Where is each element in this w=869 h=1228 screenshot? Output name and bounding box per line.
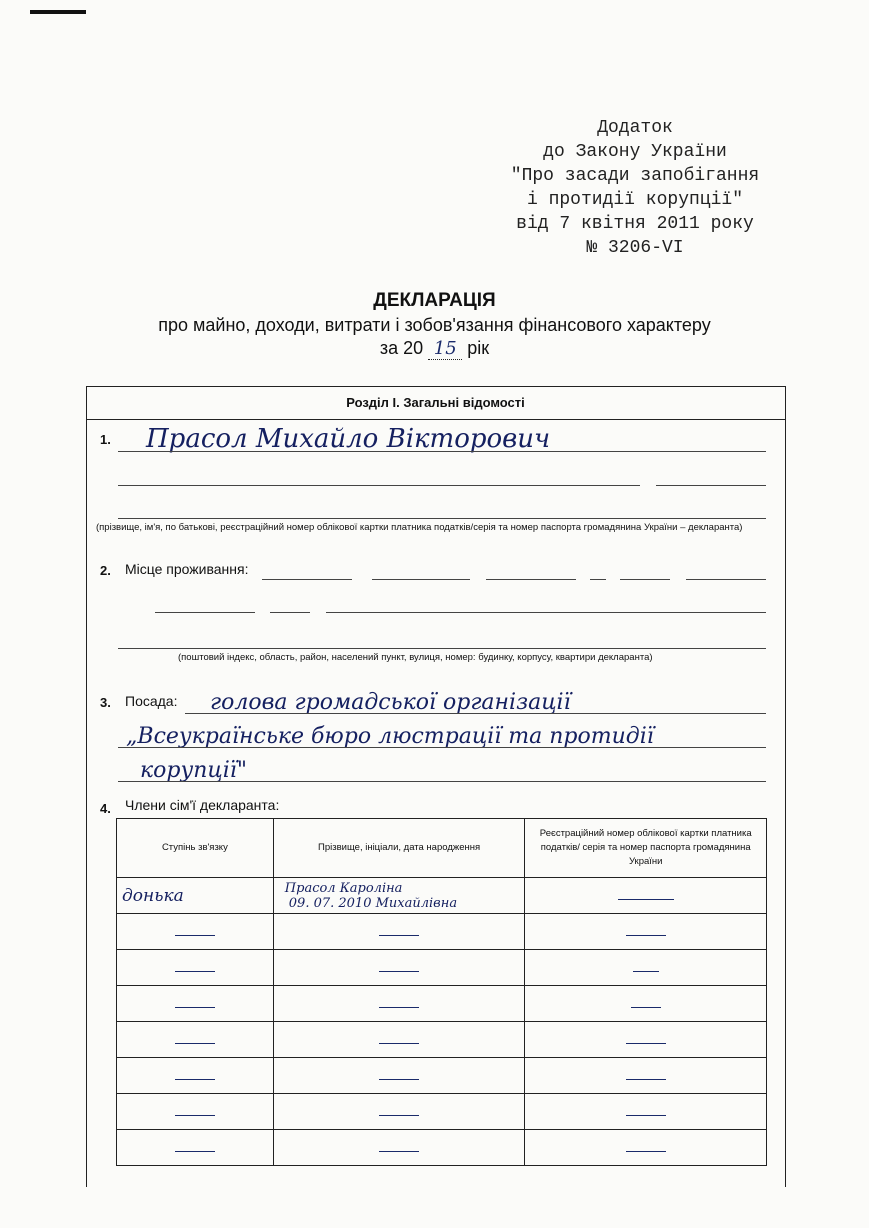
member-name: Прасол Каролiна xyxy=(284,880,403,896)
empty-dash xyxy=(175,935,215,936)
item2-line xyxy=(372,579,470,580)
empty-dash xyxy=(175,971,215,972)
empty-dash xyxy=(379,1079,419,1080)
empty-dash xyxy=(618,899,674,900)
item4-number: 4. xyxy=(100,801,111,816)
item2-line xyxy=(486,579,576,580)
item3-line xyxy=(118,781,766,782)
table-row xyxy=(117,950,767,986)
item2-label: Місце проживання: xyxy=(125,561,249,577)
cell-name xyxy=(273,914,525,950)
cell-tax-id xyxy=(525,986,767,1022)
year-prefix: за 20 xyxy=(379,338,424,358)
item3-position-line2: „Всеукраїнське бюро люстрації та протидії xyxy=(126,724,654,749)
column-name-birthdate: Прізвище, ініціали, дата народження xyxy=(273,819,525,878)
appendix-line: від 7 квітня 2011 року xyxy=(516,214,754,234)
cell-relation xyxy=(117,1130,274,1166)
table-row xyxy=(117,1130,767,1166)
table-row xyxy=(117,986,767,1022)
cell-relation xyxy=(117,950,274,986)
item3-number: 3. xyxy=(100,695,111,710)
cell-name xyxy=(273,1130,525,1166)
table-header-row xyxy=(117,819,767,878)
declaration-year xyxy=(0,338,869,360)
cell-name xyxy=(273,1058,525,1094)
cell-relation xyxy=(117,878,274,914)
empty-dash xyxy=(175,1115,215,1116)
appendix-reference xyxy=(470,116,800,260)
declaration-subtitle: про майно, доходи, витрати і зобов'язання фінансового характеру xyxy=(158,315,711,335)
cell-tax-id xyxy=(525,1130,767,1166)
empty-dash xyxy=(175,1079,215,1080)
item2-number: 2. xyxy=(100,563,111,578)
relation-value: донька xyxy=(122,885,184,906)
empty-dash xyxy=(379,1043,419,1044)
item3-position-line1: голова громадської організації xyxy=(210,690,571,715)
member-birthdate: 09. 07. 2010 Михайлiвна xyxy=(288,895,458,911)
cell-tax-id xyxy=(525,1022,767,1058)
appendix-line: до Закону України xyxy=(543,142,727,162)
item1-line xyxy=(118,485,640,486)
empty-dash xyxy=(631,1007,661,1008)
item2-line xyxy=(118,648,766,649)
column-relation: Ступінь зв'язку xyxy=(117,819,274,878)
empty-dash xyxy=(175,1151,215,1152)
cell-relation xyxy=(117,1094,274,1130)
item2-caption: (поштовий індекс, область, район, населений пункт, вулиця, номер: будинку, корпусу, квартири декларанта) xyxy=(178,652,653,663)
cell-relation xyxy=(117,1022,274,1058)
item2-line xyxy=(686,579,766,580)
empty-dash xyxy=(379,1151,419,1152)
item1-line xyxy=(118,451,766,452)
appendix-line: і протидії корупції" xyxy=(526,190,744,210)
cell-name xyxy=(273,1022,525,1058)
cell-name xyxy=(273,950,525,986)
item3-position-line3: корупції" xyxy=(140,758,247,783)
empty-dash xyxy=(379,971,419,972)
empty-dash xyxy=(175,1043,215,1044)
cell-tax-id xyxy=(525,1058,767,1094)
table-row xyxy=(117,1058,767,1094)
cell-tax-id xyxy=(525,878,767,914)
empty-dash xyxy=(626,1151,666,1152)
table-row xyxy=(117,914,767,950)
column-tax-id: Реєстраційний номер облікової картки платника податків/ серія та номер паспорта громадянина України xyxy=(525,819,767,878)
item1-number: 1. xyxy=(100,432,111,447)
cell-relation xyxy=(117,1058,274,1094)
empty-dash xyxy=(633,971,659,972)
appendix-line: Додаток xyxy=(597,118,673,138)
cell-tax-id xyxy=(525,950,767,986)
empty-dash xyxy=(379,1007,419,1008)
cell-tax-id xyxy=(525,914,767,950)
table-row xyxy=(117,878,767,914)
cell-relation xyxy=(117,986,274,1022)
declaration-title: ДЕКЛАРАЦІЯ xyxy=(373,290,496,311)
item1-line xyxy=(656,485,766,486)
empty-dash xyxy=(626,935,666,936)
item2-line xyxy=(326,612,766,613)
table-row xyxy=(117,1094,767,1130)
item2-line xyxy=(270,612,310,613)
item2-line xyxy=(262,579,352,580)
item2-line xyxy=(155,612,255,613)
item3-label: Посада: xyxy=(125,693,178,709)
item1-caption: (прізвище, ім'я, по батькові, реєстраційний номер облікової картки платника податків/серія та номер паспорта громадянина України – декларанта) xyxy=(96,522,743,533)
empty-dash xyxy=(626,1079,666,1080)
item4-label: Члени сім'ї декларанта: xyxy=(125,797,280,813)
empty-dash xyxy=(626,1043,666,1044)
empty-dash xyxy=(379,935,419,936)
cell-name xyxy=(273,986,525,1022)
section-title: Розділ І. Загальні відомості xyxy=(86,386,785,420)
cell-name xyxy=(273,878,525,914)
scan-mark xyxy=(30,10,86,14)
empty-dash xyxy=(379,1115,419,1116)
item3-line xyxy=(118,747,766,748)
item3-line xyxy=(185,713,766,714)
item2-line xyxy=(590,579,606,580)
appendix-line: "Про засади запобігання xyxy=(510,166,760,186)
year-value: 15 xyxy=(428,338,462,360)
empty-dash xyxy=(626,1115,666,1116)
table-row xyxy=(117,1022,767,1058)
cell-name xyxy=(273,1094,525,1130)
item1-full-name: Прасол Михайло Вікторович xyxy=(146,424,551,454)
family-members-table xyxy=(116,818,767,1166)
empty-dash xyxy=(175,1007,215,1008)
item1-line xyxy=(118,518,766,519)
cell-tax-id xyxy=(525,1094,767,1130)
year-suffix: рік xyxy=(467,338,490,358)
item2-line xyxy=(620,579,670,580)
appendix-line: № 3206-VI xyxy=(586,238,684,258)
cell-relation xyxy=(117,914,274,950)
